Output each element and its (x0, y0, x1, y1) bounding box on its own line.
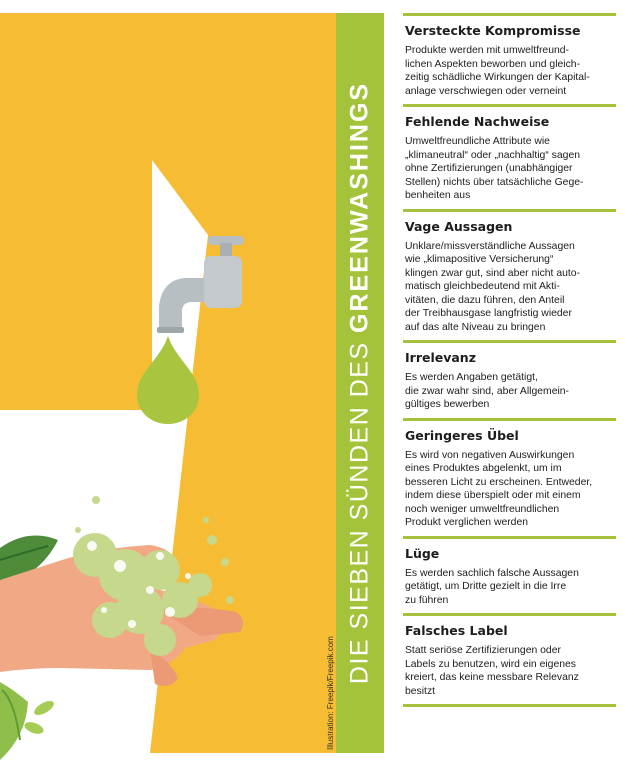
sin-description: Statt seriöse Zertifizierungen oder Labels zu benutzen, wird ein eigenes kreiert, das keine messbare Relevanz besitzt (405, 645, 579, 697)
sins-list (403, 13, 616, 707)
sin-item (403, 418, 616, 536)
sin-title: Falsches Label (405, 623, 508, 638)
vertical-title (346, 82, 375, 684)
sin-description: Es wird von negativen Auswirkungen eines Produktes abgelenkt, um im besseren Licht zu erscheinen. Entweder, indem diese überspielt oder mit einem noch weniger umweltfreundlichen Produkt verglichen werden (405, 449, 593, 528)
sin-title: Vage Aussagen (405, 218, 513, 234)
sin-title: Irrelevanz (405, 350, 476, 365)
sin-description: Unklare/missverständliche Aussagen wie „klimapositive Versicherung“ klingen zwar gut, sind aber nicht auto- matisch gleichbedeutend mit Akti- vitäten, die dazu führen, den Anteil der Treibhausgase langfristig wieder auf das alte Niveau zu bringen (405, 240, 581, 333)
sin-description: Es werden Angaben getätigt, die zwar wahr sind, aber Allgemein- gültiges bewerben (405, 372, 570, 410)
vertical-title-band (336, 13, 384, 753)
illustration-credit: Illustration: Freepik/Freepik.com (326, 636, 335, 750)
sin-description: Es werden sachlich falsche Aussagen getätigt, um Dritte gezielt in die Irre zu führen (405, 567, 579, 606)
sin-title: Fehlende Nachweise (405, 114, 550, 129)
vertical-title-light: DIE SIEBEN SÜNDEN DES (345, 341, 374, 685)
sin-title: Geringeres Übel (405, 427, 519, 443)
sin-item (403, 13, 616, 104)
sin-description: Umweltfreundliche Attribute wie „klimaneutral“ oder „nachhaltig“ sagen ohne Zertifizierungen (unabhängiger Stellen) nichts über tatsächliche Gege- benheiten aus (405, 136, 584, 201)
sin-description: Produkte werden mit umweltfreund- lichen Aspekten beworben und gleich- zeitig schädliche Wirkungen der Kapital- anlage verschwiegen oder verneint (405, 45, 590, 97)
sin-item (403, 104, 616, 209)
divider (403, 704, 616, 707)
sin-item (403, 613, 616, 704)
sin-item (403, 209, 616, 341)
sin-item (403, 536, 616, 614)
sin-title: Lüge (405, 545, 440, 561)
sin-item (403, 340, 616, 418)
sin-title: Versteckte Kompromisse (405, 23, 581, 38)
vertical-title-bold: GREENWASHINGS (345, 81, 374, 333)
